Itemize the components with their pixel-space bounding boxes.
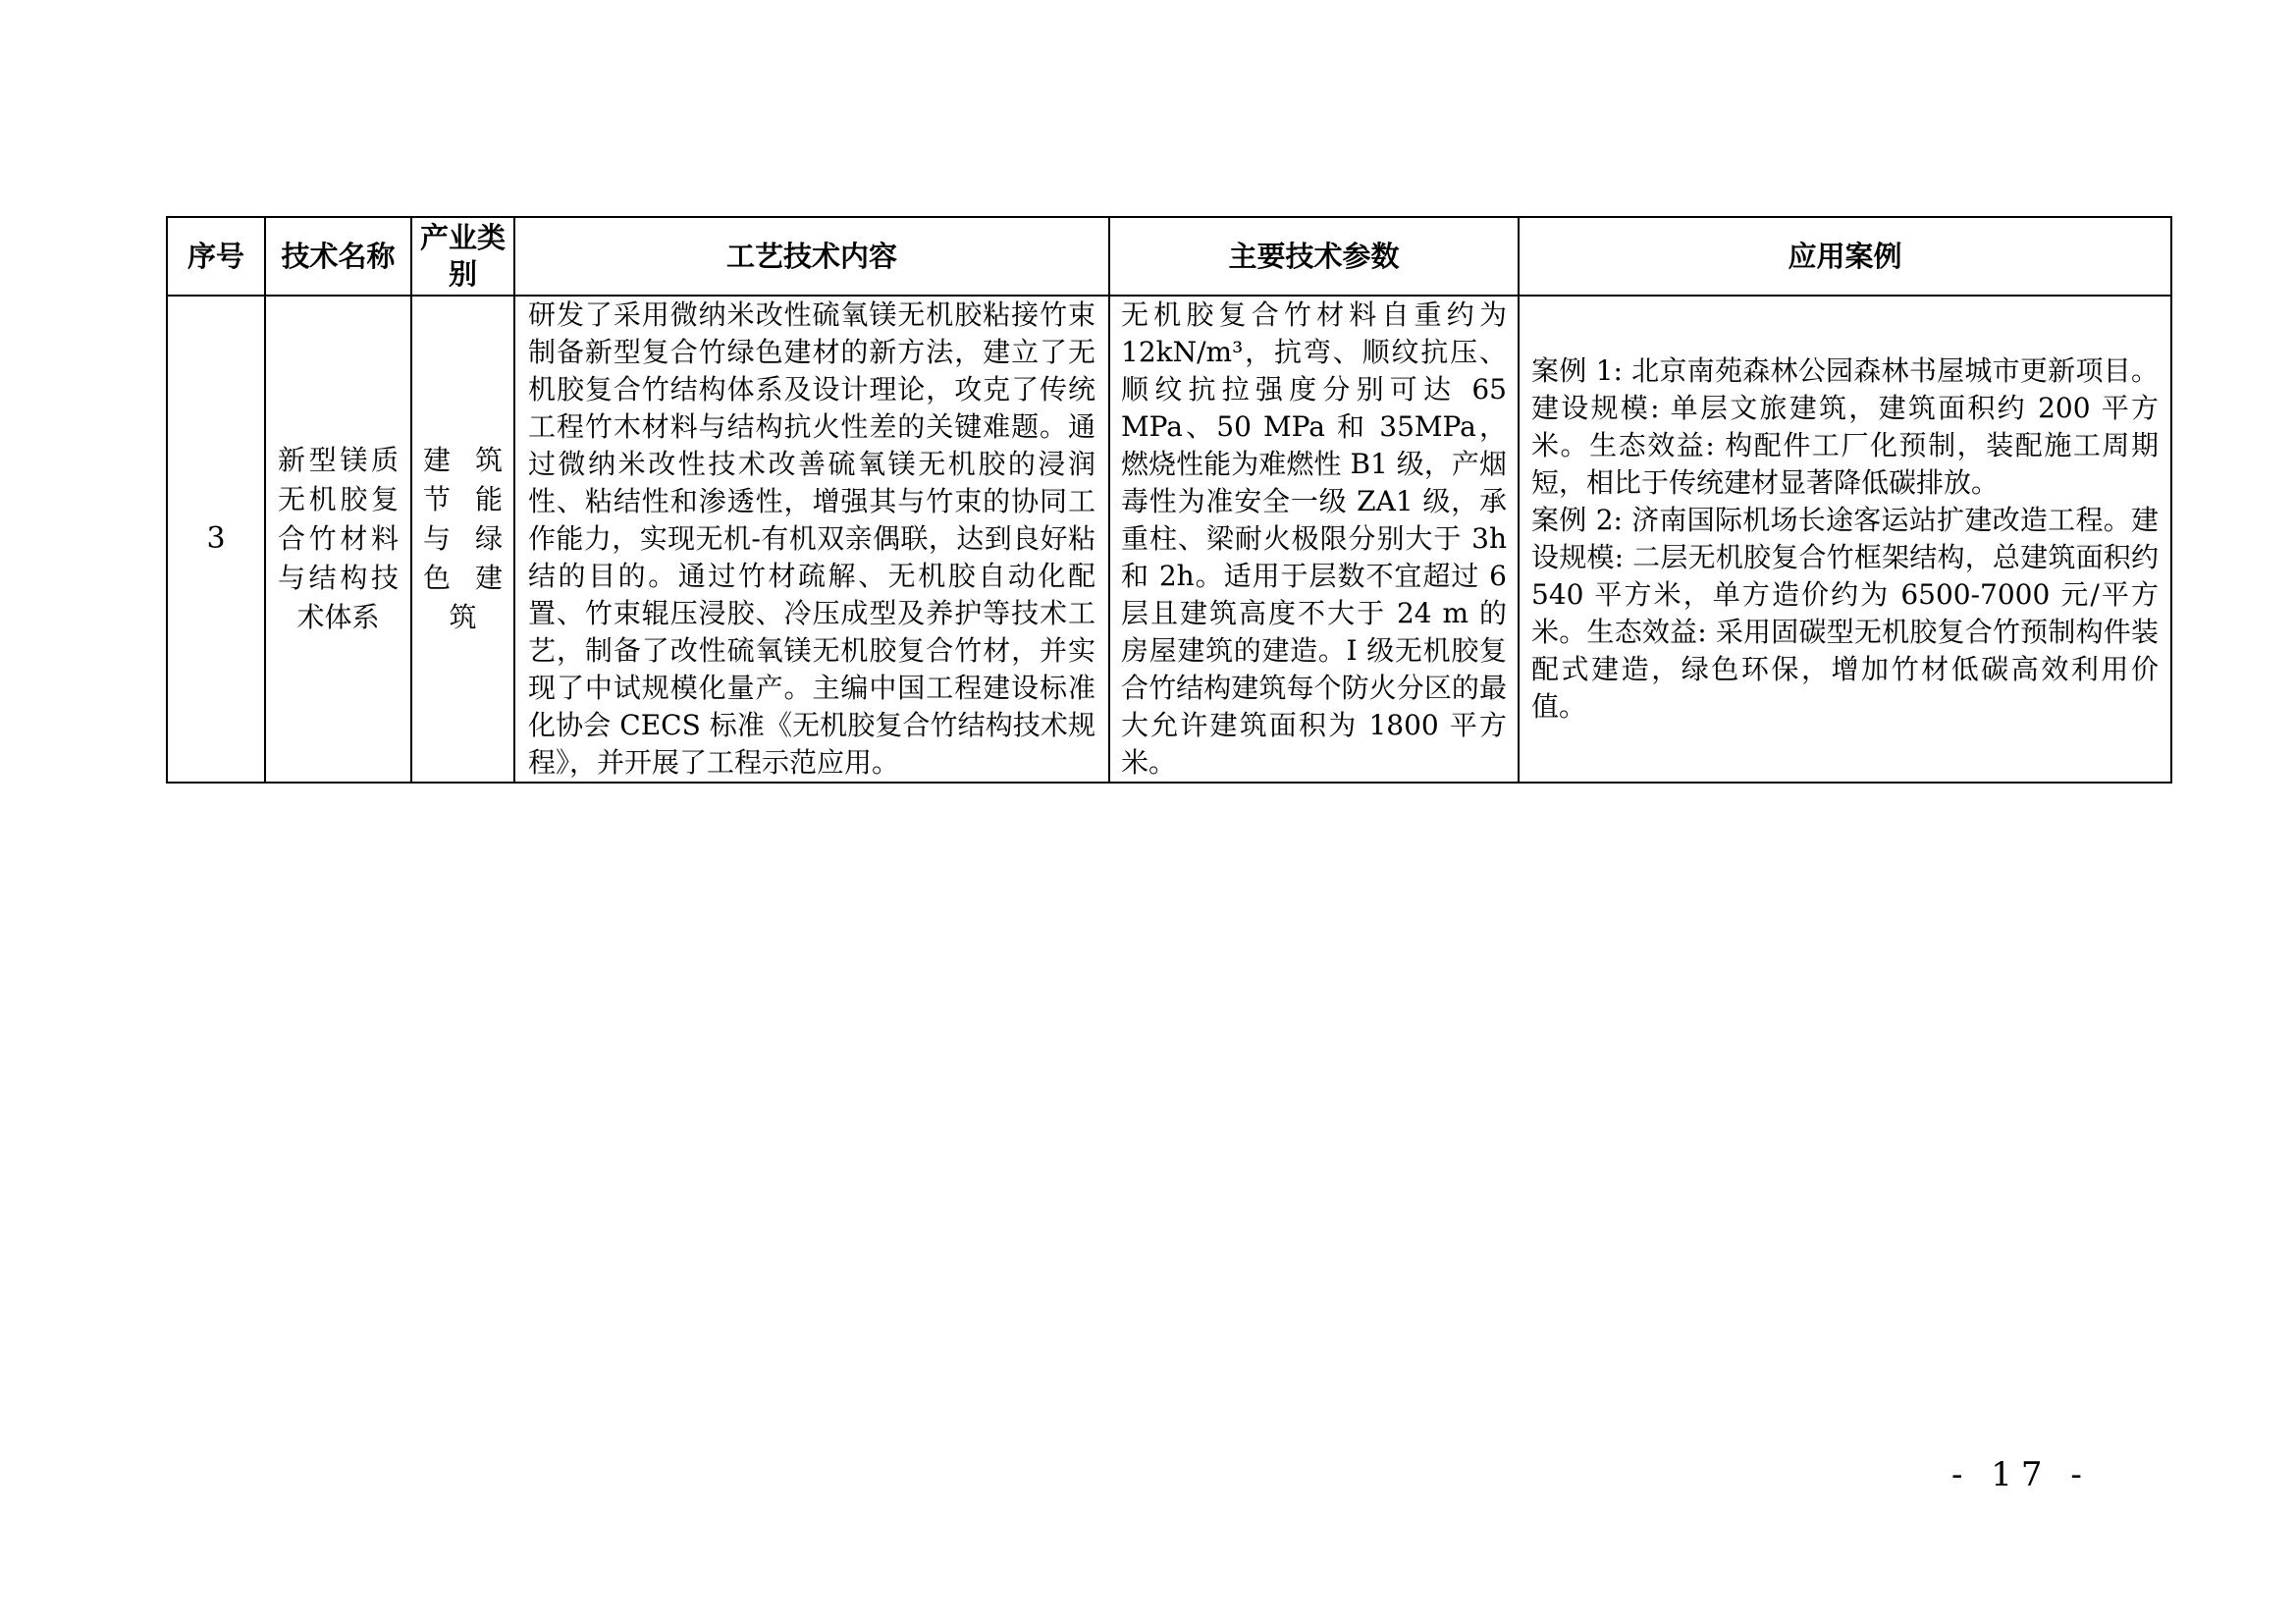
header-tech-name: 技术名称 bbox=[265, 217, 411, 296]
page-number: - 17 - bbox=[1951, 1455, 2091, 1494]
header-industry-category: 产业类别 bbox=[411, 217, 514, 296]
table-header-row bbox=[167, 217, 2171, 296]
cell-tech-name: 新型镁质无机胶复合竹材料与结构技术体系 bbox=[265, 296, 411, 783]
cell-industry-category: 建筑节能与绿色建筑 bbox=[411, 296, 514, 783]
header-serial-number: 序号 bbox=[167, 217, 265, 296]
case-2-text: 案例 2: 济南国际机场长途客运站扩建改造工程。建设规模: 二层无机胶复合竹框架结构，总建筑面积约 540 平方米，单方造价约为 6500-7000 元/平方米。生态效益: 采用固碳型无机胶复合竹预制构件装配式建造，绿色环保，增加竹材低碳高效利用价值。 bbox=[1531, 504, 2159, 723]
header-process-content: 工艺技术内容 bbox=[514, 217, 1109, 296]
table-row bbox=[167, 296, 2171, 783]
cell-process-content: 研发了采用微纳米改性硫氧镁无机胶粘接竹束制备新型复合竹绿色建材的新方法，建立了无机胶复合竹结构体系及设计理论，攻克了传统工程竹木材料与结构抗火性差的关键难题。通过微纳米改性技术改善硫氧镁无机胶的浸润性、粘结性和渗透性，增强其与竹束的协同工作能力，实现无机-有机双亲偶联，达到良好粘结的目的。通过竹材疏解、无机胶自动化配置、竹束辊压浸胶、冷压成型及养护等技术工艺，制备了改性硫氧镁无机胶复合竹材，并实现了中试规模化量产。主编中国工程建设标准化协会 CECS 标准《无机胶复合竹结构技术规程》，并开展了工程示范应用。 bbox=[514, 296, 1109, 783]
header-main-parameters: 主要技术参数 bbox=[1109, 217, 1519, 296]
cell-main-parameters: 无机胶复合竹材料自重约为 12kN/m³，抗弯、顺纹抗压、顺纹抗拉强度分别可达 65 MPa、50 MPa 和 35MPa，燃烧性能为难燃性 B1 级，产烟毒性为准安全一级 ZA1 级，承重柱、梁耐火极限分别大于 3h 和 2h。适用于层数不宜超过 6 层且建筑高度不大于 24 m 的房屋建筑的建造。I 级无机胶复合竹结构建筑每个防火分区的最大允许建筑面积为 1800 平方米。 bbox=[1109, 296, 1519, 783]
cell-application-cases bbox=[1519, 296, 2171, 783]
cell-serial-number: 3 bbox=[167, 296, 265, 783]
case-1-text: 案例 1: 北京南苑森林公园森林书屋城市更新项目。建设规模: 单层文旅建筑，建筑面积约 200 平方米。生态效益: 构配件工厂化预制，装配施工周期短，相比于传统建材显著降低碳排放。 bbox=[1531, 354, 2159, 499]
header-application-cases: 应用案例 bbox=[1519, 217, 2171, 296]
technology-table bbox=[166, 216, 2172, 784]
